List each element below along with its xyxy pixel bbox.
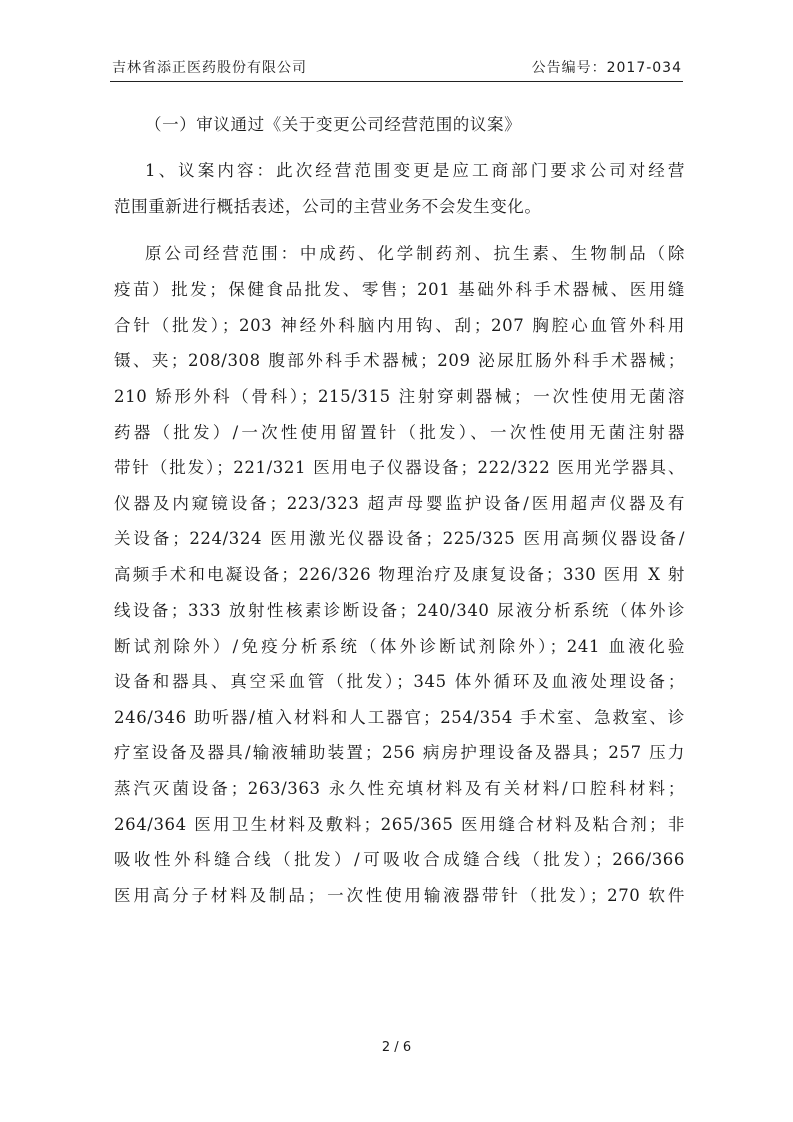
scope-line: 疗室设备及器具/输液辅助装置；256 病房护理设备及器具；257 压力	[114, 743, 685, 762]
scope-line: 246/346 助听器/植入材料和人工器官；254/354 手术室、急救室、诊	[114, 708, 685, 727]
scope-line: 带针（批发）；221/321 医用电子仪器设备；222/322 医用光学器具、	[114, 458, 685, 477]
page-number: 2 / 6	[381, 1040, 412, 1055]
scope-line: 264/364 医用卫生材料及敷料；265/365 医用缝合材料及粘合剂；非	[114, 815, 685, 834]
section-heading: （一）审议通过《关于变更公司经营范围的议案》	[145, 115, 522, 134]
scope-line: 原公司经营范围：中成药、化学制药剂、抗生素、生物制品（除	[145, 244, 685, 263]
scope-line: 仪器及内窥镜设备；223/323 超声母婴监护设备/医用超声仪器及有	[114, 494, 685, 513]
scope-line: 镊、夹；208/308 腹部外科手术器械；209 泌尿肛肠外科手术器械；	[114, 351, 685, 370]
scope-line: 线设备；333 放射性核素诊断设备；240/340 尿液分析系统（体外诊	[114, 601, 685, 620]
scope-line: 断试剂除外）/免疫分析系统（体外诊断试剂除外）；241 血液化验	[114, 637, 685, 656]
scope-line: 关设备；224/324 医用激光仪器设备；225/325 医用高频仪器设备/	[114, 529, 685, 548]
scope-line: 210 矫形外科（骨科）；215/315 注射穿刺器械；一次性使用无菌溶	[114, 387, 685, 406]
company-name: 吉林省添正医药股份有限公司	[112, 60, 307, 76]
header-divider	[110, 81, 683, 82]
scope-line: 疫苗）批发；保健食品批发、零售；201 基础外科手术器械、医用缝	[114, 280, 685, 299]
item1-line: 1、议案内容：此次经营范围变更是应工商部门要求公司对经营	[145, 161, 685, 180]
scope-line: 合针（批发）；203 神经外科脑内用钩、刮；207 胸腔心血管外科用	[114, 316, 685, 335]
scope-line: 医用高分子材料及制品；一次性使用输液器带针（批发）；270 软件	[114, 886, 685, 905]
scope-line: 吸收性外科缝合线（批发）/可吸收合成缝合线（批发）；266/366	[114, 850, 685, 869]
item1-line: 范围重新进行概括表述，公司的主营业务不会发生变化。	[114, 197, 542, 216]
announcement-number: 公告编号：2017-034	[531, 60, 682, 76]
scope-line: 高频手术和电凝设备；226/326 物理治疗及康复设备；330 医用 X 射	[114, 565, 685, 584]
scope-line: 药器（批发）/一次性使用留置针（批发）、一次性使用无菌注射器	[114, 423, 685, 442]
scope-line: 蒸汽灭菌设备；263/363 永久性充填材料及有关材料/口腔科材料；	[114, 779, 685, 798]
scope-line: 设备和器具、真空采血管（批发）；345 体外循环及血液处理设备；	[114, 672, 685, 691]
